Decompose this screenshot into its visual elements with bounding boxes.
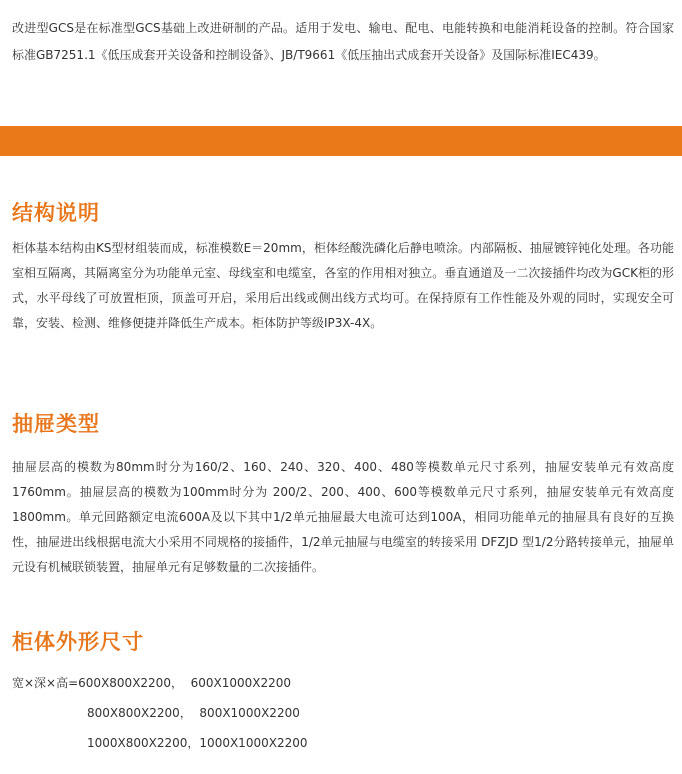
drawer-heading: 抽屉类型 [12, 412, 100, 436]
dimension-line: 宽×深×高=600X800X2200， 600X1000X2200 [12, 676, 292, 690]
structure-heading: 结构说明 [12, 201, 100, 225]
dimensions-heading: 柜体外形尺寸 [12, 630, 144, 654]
structure-paragraph: 柜体基本结构由KS型材组装而成，标准模数E＝20mm，柜体经酸洗磷化后静电喷涂。内部隔板、抽屉镀锌钝化处理。各功能室相互隔离，其隔离室分为功能单元室、母线室和电缆室，各室的作用相对独立。垂直通道及一二次接插件均改为GCK柜的形式，水平母线了可放置柜顶，顶盖可开启，采用后出线或侧出线方式均可。在保持原有工作性能及外观的同时，实现安全可靠，安装、检测、维修便捷并降低生产成本。柜体防护等级IP3X-4X。 [12, 241, 674, 330]
section-divider-banner [0, 126, 682, 156]
dimension-line: 800X800X2200， 800X1000X2200 [87, 706, 300, 720]
dimension-line: 1000X800X2200，1000X1000X2200 [87, 736, 308, 750]
drawer-paragraph: 抽屉层高的模数为80mm时分为160/2、160、240、320、400、480等模数单元尺寸系列，抽屉安装单元有效高度1760mm。抽屉层高的模数为100mm时分为 200/2、200、400、600等模数单元尺寸系列，抽屉安装单元有效高度1800mm。单元回路额定电流600A及以下其中1/2单元抽屉最大电流可达到100A，相同功能单元的抽屉具有良好的互换性，抽屉进出线根据电流大小采用不同规格的接插件，1/2单元抽屉与电缆室的转接采用 DFZJD 型1/2分路转接单元，抽屉单元设有机械联锁装置，抽屉单元有足够数量的二次接插件。 [12, 460, 674, 574]
intro-paragraph: 改进型GCS是在标准型GCS基础上改进研制的产品。适用于发电、输电、配电、电能转换和电能消耗设备的控制。符合国家标准GB7251.1《低压成套开关设备和控制设备》、JB/T9661《低压抽出式成套开关设备》及国际标准IEC439。 [12, 21, 674, 62]
